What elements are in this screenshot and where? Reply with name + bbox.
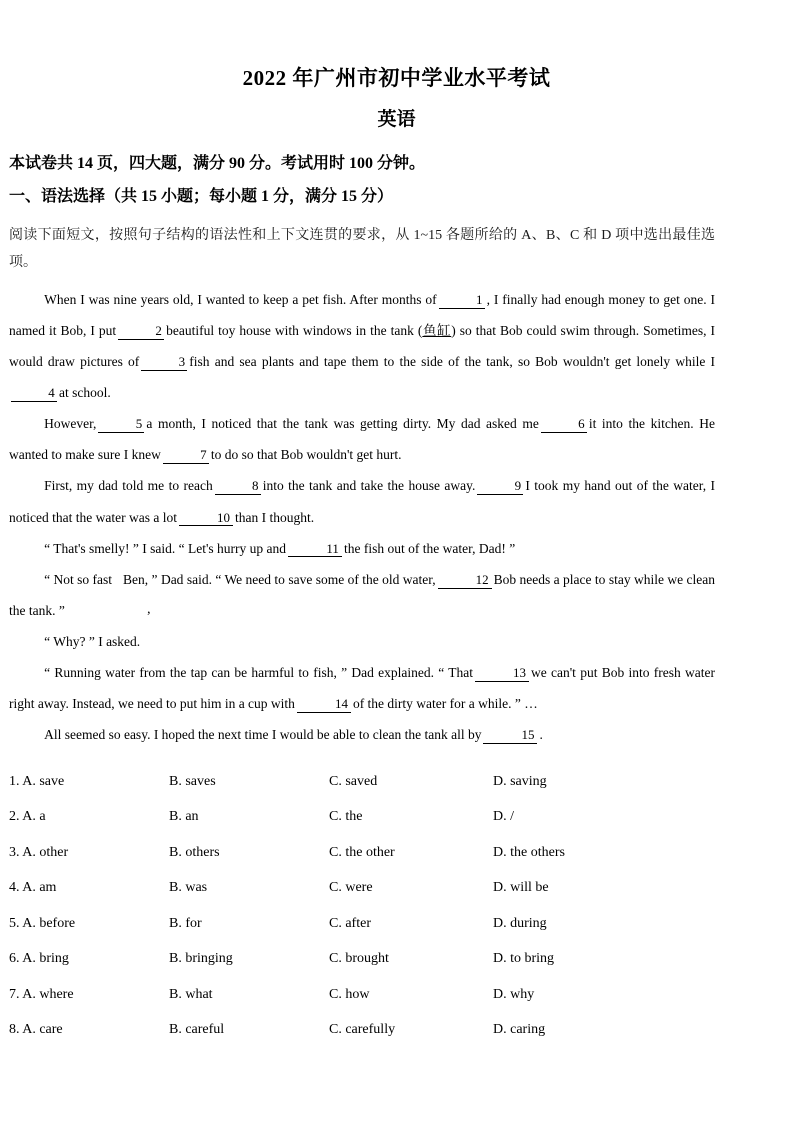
blank-10[interactable]: 10	[179, 511, 233, 527]
option-label: A. care	[22, 1022, 63, 1038]
option-c[interactable]: C. the	[329, 809, 363, 825]
question-row	[9, 870, 753, 906]
passage-text: I took my hand out of the water, I noticed that the water was a lot	[9, 478, 716, 525]
option-a[interactable]	[9, 986, 169, 1004]
blank-8[interactable]: 8	[215, 479, 261, 495]
passage-text: of the dirty water for a while. ” …	[352, 695, 538, 711]
passage-text: at school.	[59, 385, 111, 401]
option-d[interactable]: D. to bring	[493, 951, 555, 967]
blank-15[interactable]: 15	[483, 728, 537, 744]
question-row	[9, 941, 753, 977]
option-b[interactable]: B. others	[169, 844, 220, 860]
passage-paragraph-1	[9, 284, 715, 408]
option-label: A. am	[22, 880, 57, 896]
question-row	[9, 977, 753, 1013]
option-label: A. other	[22, 844, 69, 860]
passage-text: Ben, ” Dad said. “ We need to save some of the old water,	[123, 571, 436, 587]
option-c[interactable]: C. the other	[329, 844, 395, 860]
option-d[interactable]: D. why	[493, 986, 535, 1002]
option-c[interactable]: C. after	[329, 915, 371, 931]
passage-text: it into the kitchen. He wanted to make sure I knew	[9, 416, 715, 463]
passage-paragraph-6	[9, 626, 715, 657]
passage-paragraph-8	[9, 719, 715, 750]
question-number: 1.	[9, 773, 20, 789]
blank-13[interactable]: 13	[475, 666, 529, 682]
passage-text: “ Why? ” I asked.	[44, 633, 141, 649]
option-d[interactable]: D. caring	[493, 1022, 546, 1038]
option-label: A. before	[22, 915, 76, 931]
reading-passage	[0, 276, 793, 750]
passage-text: , I finally had enough money to get one. I named it Bob, I put	[9, 292, 715, 339]
question-number: 5.	[9, 915, 20, 931]
option-a[interactable]	[9, 808, 169, 826]
option-a[interactable]	[9, 950, 169, 968]
passage-text: “ That's smelly! ” I said. “ Let's hurry up and	[44, 540, 287, 556]
question-number: 6.	[9, 951, 20, 967]
passage-text: “ Not so fast	[44, 571, 113, 587]
option-label: A. bring	[22, 951, 69, 967]
passage-text: we can't put Bob into fresh water right away. Instead, we need to put him in a cup with	[9, 664, 715, 711]
question-row	[9, 764, 753, 800]
option-a[interactable]	[9, 1021, 169, 1039]
option-b[interactable]: B. an	[169, 809, 199, 825]
blank-3[interactable]: 3	[141, 355, 187, 371]
blank-4[interactable]: 4	[11, 386, 57, 402]
passage-text: the fish out of the water, Dad! ”	[344, 540, 516, 556]
question-number: 3.	[9, 844, 20, 860]
passage-text: ) so that Bob could swim through. Sometimes, I would draw pictures of	[9, 323, 715, 370]
option-a[interactable]	[9, 879, 169, 897]
passage-text: Bob needs a place to stay while we clean the tank. ”	[9, 571, 715, 618]
option-b[interactable]: B. was	[169, 880, 208, 896]
question-row	[9, 799, 753, 835]
blank-11[interactable]: 11	[288, 542, 342, 558]
passage-paragraph-3	[9, 470, 715, 532]
option-label: A. save	[22, 773, 65, 789]
blank-7[interactable]: 7	[163, 448, 209, 464]
question-row	[9, 906, 753, 942]
gloss-fish-tank: 鱼缸	[422, 323, 452, 339]
option-b[interactable]: B. what	[169, 986, 213, 1002]
option-c[interactable]: C. carefully	[329, 1022, 396, 1038]
option-d[interactable]: D. will be	[493, 880, 549, 896]
option-d[interactable]: D. /	[493, 809, 514, 825]
option-a[interactable]	[9, 915, 169, 933]
passage-text: .	[539, 726, 543, 742]
subject-subtitle: 英语	[377, 109, 416, 131]
passage-text: beautiful toy house with windows in the tank (	[166, 323, 423, 339]
passage-text: a month, I noticed that the tank was getting dirty. My dad asked me	[146, 416, 539, 432]
blank-5[interactable]: 5	[98, 417, 144, 433]
passage-text: to do so that Bob wouldn't get hurt.	[210, 447, 402, 463]
section-heading: 一、语法选择（共 15 小题；每小题 1 分，满分 15 分）	[9, 187, 394, 205]
question-row	[9, 835, 753, 871]
page-title: 2022 年广州市初中学业水平考试	[242, 66, 551, 90]
option-c[interactable]: C. saved	[329, 773, 378, 789]
question-options-list	[0, 750, 793, 1048]
option-c[interactable]: C. were	[329, 880, 373, 896]
option-c[interactable]: C. brought	[329, 951, 389, 967]
option-a[interactable]	[9, 844, 169, 862]
option-a[interactable]	[9, 773, 169, 791]
instructions-text: 阅读下面短文，按照句子结构的语法性和上下文连贯的要求，从 1~15 各题所给的 A、B、C 和 D 项中选出最佳选项。	[9, 227, 715, 270]
option-d[interactable]: D. the others	[493, 844, 565, 860]
option-c[interactable]: C. how	[329, 986, 370, 1002]
question-number: 2.	[9, 809, 20, 825]
passage-paragraph-7	[9, 657, 715, 719]
option-label: A. where	[22, 986, 74, 1002]
question-number: 7.	[9, 986, 20, 1002]
question-number: 4.	[9, 880, 20, 896]
blank-12[interactable]: 12	[438, 573, 492, 589]
passage-text: All seemed so easy. I hoped the next time I would be able to clean the tank all by	[44, 726, 482, 742]
passage-text: However,	[44, 416, 97, 432]
blank-2[interactable]: 2	[118, 324, 164, 340]
option-b[interactable]: B. bringing	[169, 951, 233, 967]
passage-text: First, my dad told me to reach	[44, 478, 213, 494]
passage-text: When I was nine years old, I wanted to keep a pet fish. After months of	[44, 292, 437, 308]
passage-text: into the tank and take the house away.	[262, 478, 476, 494]
blank-1[interactable]: 1	[439, 293, 485, 309]
option-d[interactable]: D. during	[493, 915, 547, 931]
passage-text: fish and sea plants and tape them to the side of the tank, so Bob wouldn't get lonely while I	[189, 354, 715, 370]
passage-paragraph-4	[9, 533, 715, 564]
question-number: 8.	[9, 1022, 20, 1038]
exam-note: 本试卷共 14 页，四大题，满分 90 分。考试用时 100 分钟。	[9, 154, 426, 172]
question-row	[9, 1012, 753, 1048]
blank-14[interactable]: 14	[297, 697, 351, 713]
option-b[interactable]: B. careful	[169, 1022, 225, 1038]
passage-paragraph-5: “ Not so fast , Ben, ” Dad said. “ We need to save some of the old water, 12 Bob needs a place to stay while we clean the tank. ”	[9, 571, 715, 618]
passage-text: “ Running water from the tap can be harmful to fish, ” Dad explained. “ That	[44, 664, 473, 680]
option-d[interactable]: D. saving	[493, 773, 547, 789]
passage-text: than I thought.	[234, 509, 315, 525]
option-b[interactable]: B. for	[169, 915, 202, 931]
blank-6[interactable]: 6	[541, 417, 587, 433]
option-b[interactable]: B. saves	[169, 773, 216, 789]
option-label: A. a	[22, 809, 46, 825]
blank-9[interactable]: 9	[477, 479, 523, 495]
passage-paragraph-2	[9, 408, 715, 470]
